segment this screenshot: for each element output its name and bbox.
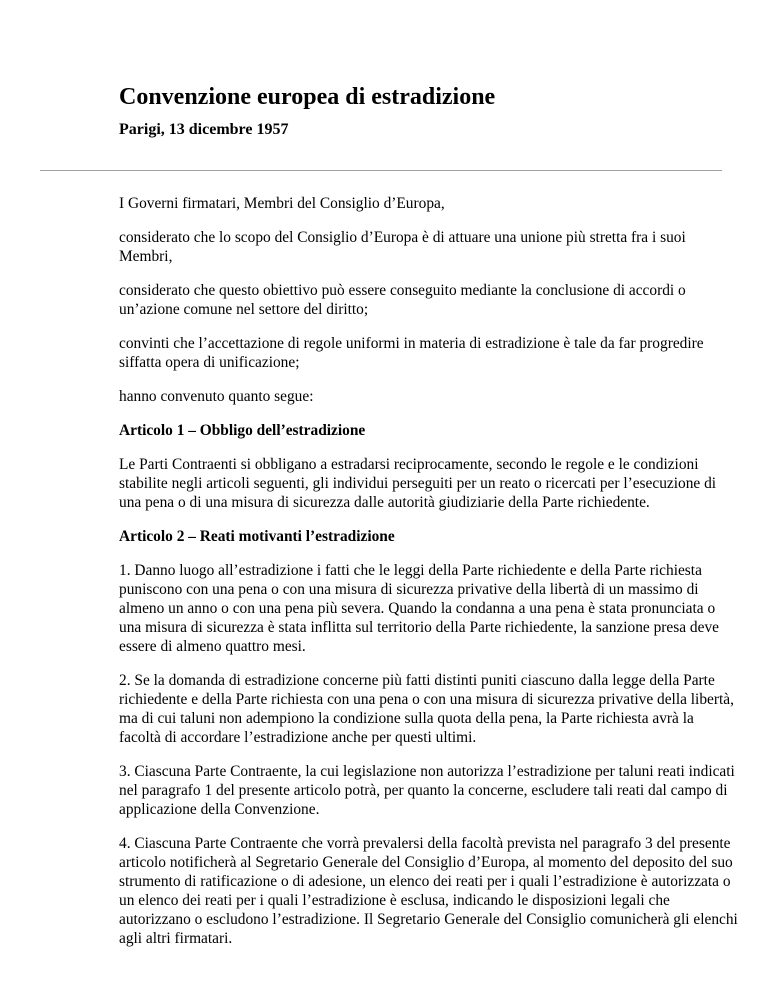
preamble-paragraph: convinti che l’accettazione di regole uniformi in materia di estradizione è tale da far progredire siffatta opera di unificazione;: [119, 335, 704, 371]
article-2-paragraph-2: 2. Se la domanda di estradizione concerne più fatti distinti puniti ciascuno dalla legge della Parte richiedente e della Parte richiesta con una pena o con una misura di sicurezza privative della libertà, ma di cui taluni non adempiono la condizione sulla quota della pena, la Parte richiesta avrà la facoltà di accordare l’estradizione anche per questi ultimi.: [119, 672, 734, 746]
document-body: [119, 194, 739, 963]
article-1-heading: Articolo 1 – Obbligo dell’estradizione: [119, 422, 366, 439]
article-2-paragraph-4: 4. Ciascuna Parte Contraente che vorrà prevalersi della facoltà prevista nel paragrafo 3 del presente articolo notificherà al Segretario Generale del Consiglio d’Europa, al momento del deposito del suo strumento di ratificazione o di adesione, un elenco dei reati per i quali l’estradizione è autorizzata o un elenco dei reati per i quali l’estradizione è esclusa, indicando le disposizioni legali che autorizzano o escludono l’estradizione. Il Segretario Generale del Consiglio comunicherà gli elenchi agli altri firmatari.: [119, 835, 738, 947]
article-2-paragraph-1: 1. Danno luogo all’estradizione i fatti che le leggi della Parte richiedente e della Parte richiesta puniscono con una pena o con una misura di sicurezza privative della libertà di un massimo di almeno un anno o con una pena più severa. Quando la condanna a una pena è stata pronunciata o una misura di sicurezza è stata inflitta sul territorio della Parte richiedente, la sanzione presa deve essere di almeno quattro mesi.: [119, 562, 719, 655]
preamble-paragraph: considerato che questo obiettivo può essere conseguito mediante la conclusione di accordi o un’azione comune nel settore del diritto;: [119, 282, 686, 318]
document-title: Convenzione europea di estradizione: [119, 84, 496, 110]
preamble-paragraph: hanno convenuto quanto segue:: [119, 388, 314, 405]
preamble-paragraph: I Governi firmatari, Membri del Consiglio d’Europa,: [119, 195, 445, 212]
article-2-heading: Articolo 2 – Reati motivanti l’estradizione: [119, 528, 395, 545]
document-subtitle: Parigi, 13 dicembre 1957: [119, 121, 289, 138]
horizontal-divider: [40, 170, 722, 171]
preamble-paragraph: considerato che lo scopo del Consiglio d’Europa è di attuare una unione più stretta fra i suoi Membri,: [119, 229, 686, 265]
article-1-paragraph: Le Parti Contraenti si obbligano a estradarsi reciprocamente, secondo le regole e le condizioni stabilite negli articoli seguenti, gli individui perseguiti per un reato o ricercati per l’esecuzione di una pena o di una misura di sicurezza dalle autorità giudiziarie della Parte richiedente.: [119, 456, 717, 511]
article-2-paragraph-3: 3. Ciascuna Parte Contraente, la cui legislazione non autorizza l’estradizione per taluni reati indicati nel paragrafo 1 del presente articolo potrà, per quanto la concerne, escludere tali reati dal campo di applicazione della Convenzione.: [119, 763, 735, 818]
